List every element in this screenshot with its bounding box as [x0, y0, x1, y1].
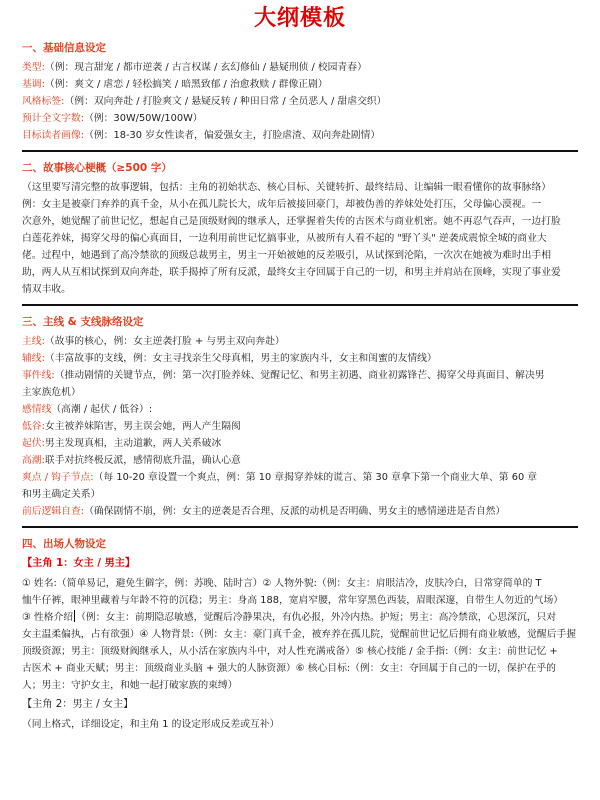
- personality-label: ③ 性格介绍: [22, 612, 74, 623]
- plotline-row: [22, 486, 578, 503]
- row-label: 基调:: [22, 79, 45, 90]
- row-label: 高潮:: [22, 455, 45, 466]
- personality-text: （例：女主：前期隐忍敏感，觉醒后冷静果决，有仇必报，外冷内热。护短；男主：高冷禁欲，心思深沉，只对: [76, 612, 557, 623]
- section-characters: [22, 555, 578, 733]
- row-text: （高潮 / 起伏 / 低谷）:: [51, 404, 153, 415]
- basic-info-row: [22, 59, 578, 76]
- role2-note: （同上格式，详细设定，和主角 1 的设定形成反差或互补）: [22, 719, 280, 730]
- role1-line: 人；男主：守护女主，和她一起打破家族的束缚）: [22, 680, 238, 691]
- plotline-row: [22, 452, 578, 469]
- role2-heading: 【主角 2：男主 / 女主】: [22, 699, 134, 710]
- row-text: 男主发现真相，主动道歉，两人关系破冰: [44, 438, 222, 449]
- plotline-row: [22, 333, 578, 350]
- role1-line: 古医术 + 商业天赋；男主：顶级商业头脑 + 强大的人脉资源）⑥ 核心目标:（例：女主：夺回属于自己的一切，保护在乎的: [22, 663, 556, 674]
- basic-info-row: [22, 127, 578, 144]
- row-text: （例：18-30 岁女性读者，偏爱强女主，打脸虐渣、双向奔赴剧情）: [84, 130, 381, 141]
- section-synopsis-heading: 二、故事核心梗概（≥500 字）: [22, 162, 172, 174]
- row-text: （推动剧情的关键节点，例：第一次打脸养妹、觉醒记忆、和男主初遇、商业初露锋芒、揭穿父母真面目、解决男: [54, 370, 545, 381]
- synopsis-line: 情双丰收。: [22, 284, 71, 295]
- row-text: （例：30W/50W/100W）: [84, 113, 203, 124]
- row-text: 女主被养妹陷害，男主误会她，两人产生隔阂: [44, 421, 241, 432]
- role1-line: 恤牛仔裤，眼神里藏着与年龄不符的沉稳；男主：身高 188，宽肩窄腰，常年穿黑色西装，眉眼深邃，自带生人勿近的气场）: [22, 595, 564, 606]
- page-title: 大纲模板: [253, 6, 346, 31]
- row-label: 风格标签:: [22, 96, 65, 107]
- row-label: 目标读者画像:: [22, 130, 85, 141]
- synopsis-line: 次意外，她觉醒了前世记忆，想起自己是顶级财阀的继承人，还掌握着失传的古医术与商业机密。她不再忍气吞声，一边打脸: [22, 216, 561, 227]
- row-label: 辅线:: [22, 353, 45, 364]
- section-divider: [22, 304, 578, 306]
- row-text: （例：现言甜宠 / 都市逆袭 / 古言权谋 / 玄幻修仙 / 悬疑刑侦 / 校园青春）: [44, 62, 367, 73]
- section-characters-heading: 四、出场人物设定: [22, 538, 106, 550]
- role1-line: 顶级资源；男主：顶级财阀继承人，从小活在家族内斗中，对人性充满戒备）⑤ 核心技能 / 金手指:（例：女主：前世记忆 +: [22, 646, 558, 657]
- synopsis-line: （这里要写清完整的故事逻辑，包括：主角的初始状态、核心目标、关键转折、最终结局、让编辑一眼看懂你的故事脉络）: [22, 182, 552, 193]
- plotline-row: [22, 435, 578, 452]
- row-text: （丰富故事的支线，例：女主寻找亲生父母真相，男主的家族内斗，女主和闺蜜的友情线）: [44, 353, 437, 364]
- section-plotlines: [22, 333, 578, 520]
- basic-info-row: [22, 93, 578, 110]
- synopsis-line: 佬。过程中，她遇到了高冷禁欲的顶级总裁男主，男主一开始被她的反差吸引，从试探到沦陷，一次次在她被为难时出手相: [22, 250, 552, 261]
- plotline-row: [22, 367, 578, 384]
- synopsis-line: 例：女主是被豪门弃养的真千金，从小在孤儿院长大，成年后被接回豪门，却被伪善的养妹处处打压，父母偏心漠视。一: [22, 199, 542, 210]
- row-label: 感情线: [22, 404, 52, 415]
- row-label: 主线:: [22, 336, 45, 347]
- section-basic-info: [22, 59, 578, 144]
- row-label: 类型:: [22, 62, 45, 73]
- section-synopsis: [22, 179, 578, 298]
- basic-info-row: [22, 110, 578, 127]
- row-text: （每 10-20 章设置一个爽点，例：第 10 章揭穿养妹的谎言、第 30 章拿下第一个商业大单、第 60 章: [93, 472, 538, 483]
- plotline-row: [22, 384, 578, 401]
- row-label: 事件线:: [22, 370, 55, 381]
- row-label: 起伏:: [22, 438, 45, 449]
- section-basic-info-heading: 一、基础信息设定: [22, 42, 106, 54]
- plotline-row: [22, 503, 578, 520]
- row-text: （故事的核心，例：女主逆袭打脸 + 与男主双向奔赴）: [44, 336, 285, 347]
- role1-line: [22, 609, 578, 626]
- role1-heading: 【主角 1：女主 / 男主】: [22, 558, 136, 569]
- row-text: 联手对抗终极反派，感情彻底升温，确认心意: [44, 455, 241, 466]
- row-label: 低谷:: [22, 421, 45, 432]
- row-text: 主家族危机）: [22, 387, 81, 398]
- row-text: 和男主确定关系）: [22, 489, 101, 500]
- plotline-row: [22, 469, 578, 486]
- role1-line: ① 姓名:（简单易记，避免生僻字，例：苏晚、陆时言）② 人物外貌:（例：女主：肩眼洁冷，皮肤冷白，日常穿简单的 T: [22, 578, 542, 589]
- section-divider: [22, 150, 578, 152]
- row-label: 爽点 / 钩子节点:: [22, 472, 94, 483]
- row-text: （例：双向奔赴 / 打脸爽文 / 悬疑反转 / 种田日常 / 全员恶人 / 甜虐交织）: [64, 96, 387, 107]
- plotline-row: [22, 401, 578, 418]
- text-cursor: [74, 610, 75, 622]
- row-label: 预计全文字数:: [22, 113, 85, 124]
- role1-line: 女主温柔偏执，占有欲强）④ 人物背景:（例：女主：豪门真千金，被弃养在孤儿院，觉醒前世记忆后拥有商业敏感，觉醒后手握: [22, 629, 577, 640]
- synopsis-line: 助，两人从互相试探到双向奔赴，联手揭掉了所有反派，最终女主夺回属于自己的一切，和男主并肩站在顶峰，实现了事业爱: [22, 267, 561, 278]
- basic-info-row: [22, 76, 578, 93]
- row-text: （确保剧情不崩，例：女主的逆袭是否合理、反派的动机是否明确、男女主的感情递进是否自然）: [84, 506, 506, 517]
- row-label: 前后逻辑自查:: [22, 506, 85, 517]
- synopsis-line: 白莲花养妹，揭穿父母的偏心真面目，一边利用前世记忆搞事业，从被所有人看不起的 "野丫头" 逆袭成震惊全城的商业大: [22, 233, 547, 244]
- section-divider: [22, 526, 578, 528]
- plotline-row: [22, 350, 578, 367]
- row-text: （例：爽文 / 虐恋 / 轻松搞笑 / 暗黑致郁 / 治愈救赎 / 群像正剧）: [44, 79, 328, 90]
- plotline-row: [22, 418, 578, 435]
- section-plotlines-heading: 三、主线 & 支线脉络设定: [22, 316, 144, 328]
